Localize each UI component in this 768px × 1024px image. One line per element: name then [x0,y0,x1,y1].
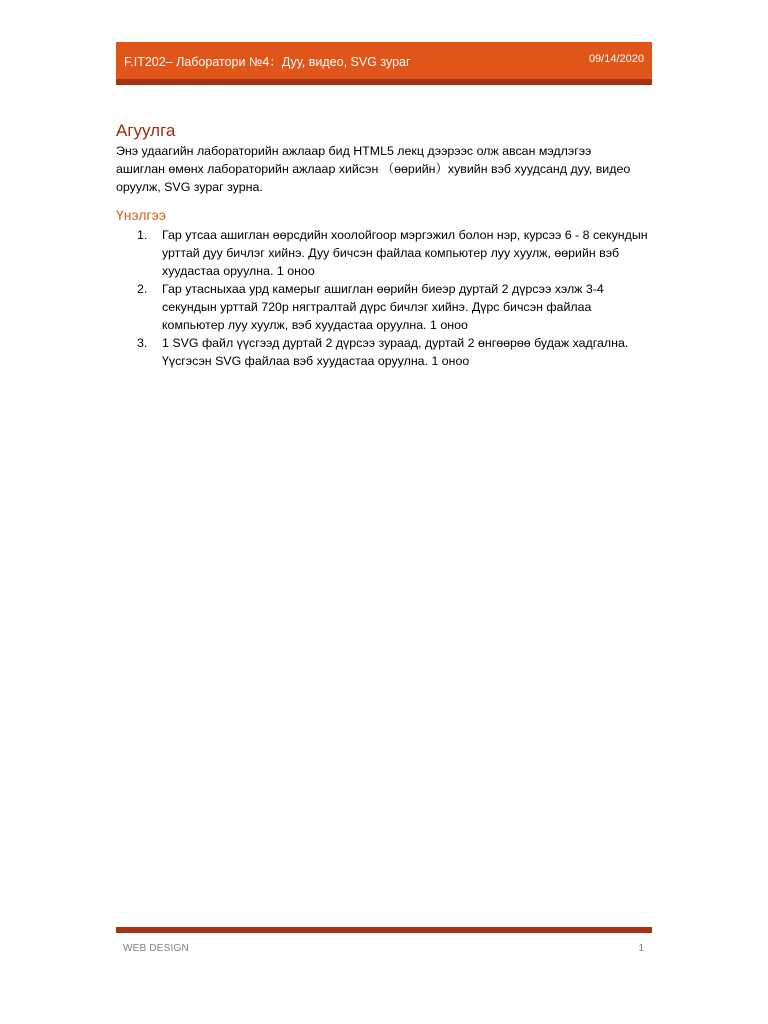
content-heading: Агуулга [116,121,176,140]
page-header [116,42,652,79]
footer-divider [116,927,652,933]
header-divider [116,79,652,85]
list-item-text: Гар утсаа ашиглан өөрсдийн хоолойгоор мэргэжил болон нэр, курсээ 6 - 8 секундын урттай дуу бичлэг хийнэ. Дуу бичсэн файлаа компьютер луу хуулж, өөрийн вэб хуудастаа оруулна. 1 оноо [162,228,648,278]
page-number: 1 [638,943,644,954]
document-body [116,120,652,370]
list-item-number: 3. [137,336,148,350]
list-item-text: 1 SVG файл үүсгээд дуртай 2 дүрсээ зураад, дуртай 2 өнгөөрөө будаж хадгална. Үүсгэсэн SVG файлаа вэб хуудастаа оруулна. 1 оноо [162,336,629,368]
list-item [116,280,652,334]
list-item [116,334,652,370]
list-item-text: Гар утасныхаа урд камерыг ашиглан өөрийн биеэр дуртай 2 дүрсээ хэлж 3-4 секундын урттай 720p нягтралтай дүрс бичлэг хийнэ. Дүрс бичсэн файлаа компьютер луу хуулж, вэб хуудастаа оруулна. 1 оноо [162,282,604,332]
header-date: 09/14/2020 [588,53,644,65]
footer-label: WEB DESIGN [123,943,189,954]
list-item [116,226,652,280]
section-heading-evaluation: Үнэлгээ [116,207,166,223]
list-item-number: 1. [137,228,148,242]
header-title: F.IT202– Лаборатори №4：Дуу, видео, SVG зураг [124,55,411,69]
intro-paragraph: Энэ удаагийн лабораторийн ажлаар бид HTML5 лекц дээрээс олж авсан мэдлэгээ ашиглан өмөнх лабораторийн ажлаар хийсэн （өөрийн）хувийн вэб хуудсанд дуу, видео оруулж, SVG зураг зурна. [116,144,631,194]
task-list [116,226,652,370]
list-item-number: 2. [137,282,148,296]
